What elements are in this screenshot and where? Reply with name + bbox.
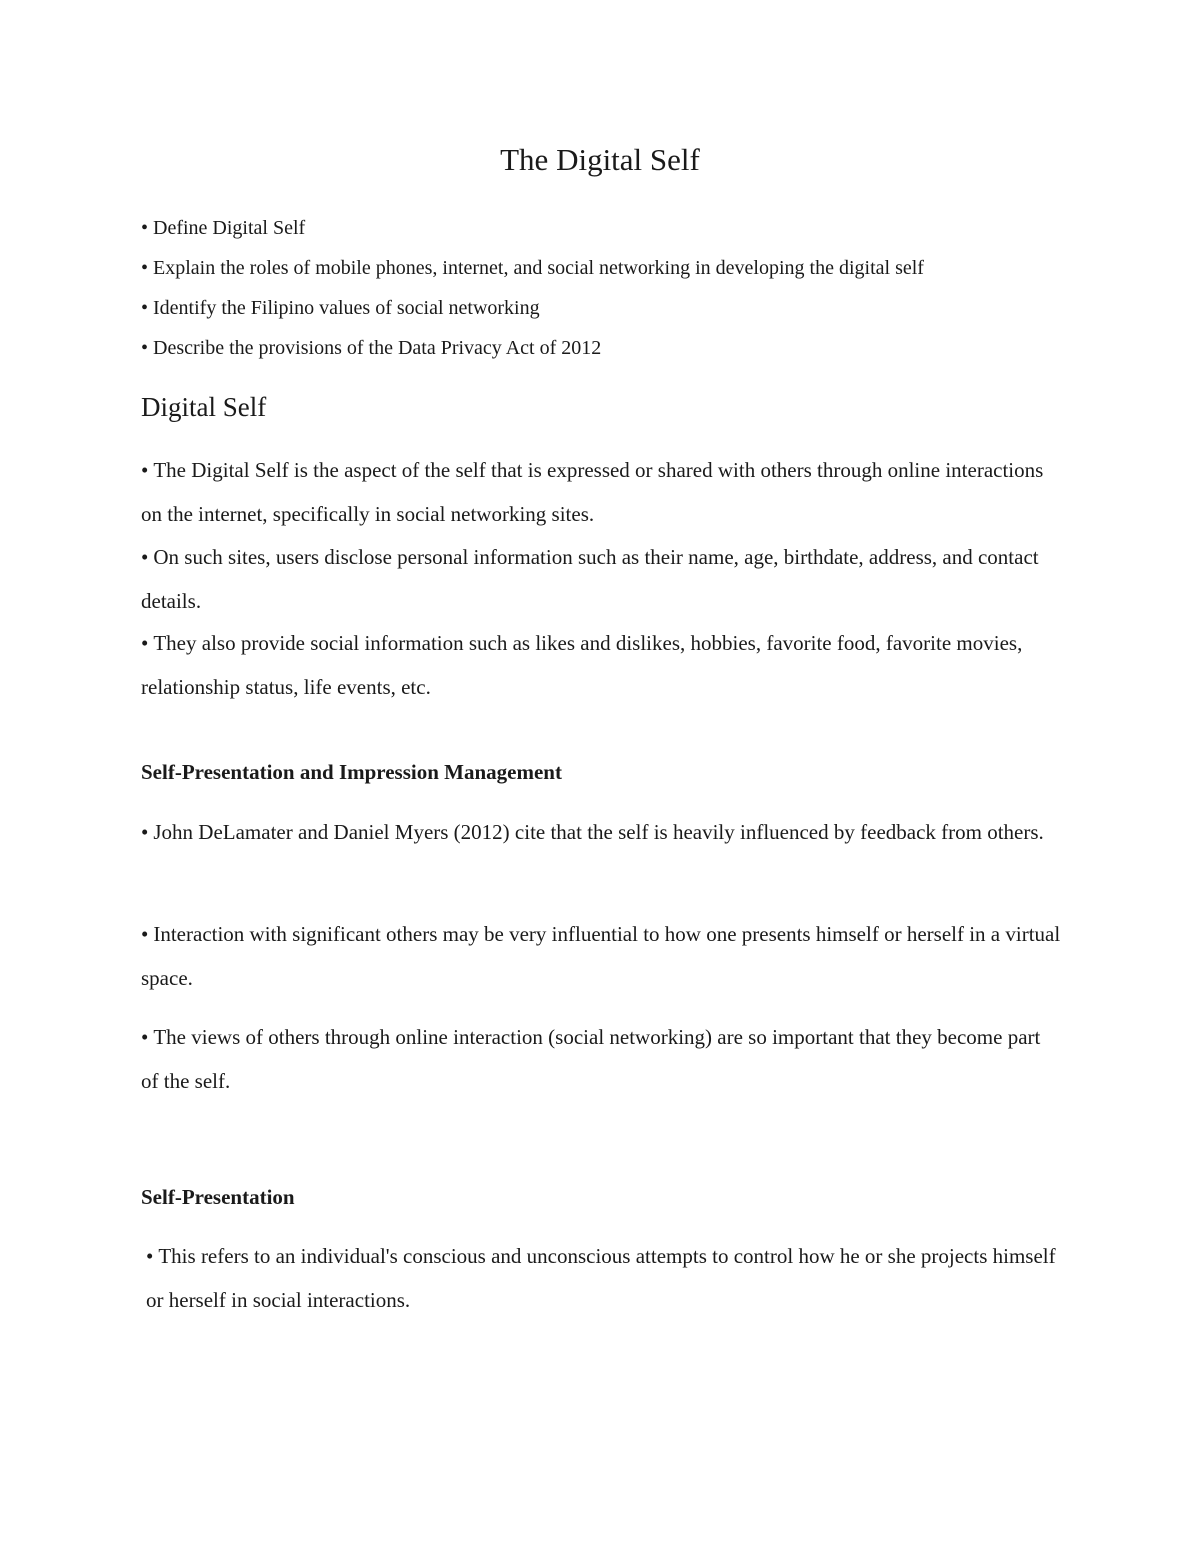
- bullet-icon: •: [141, 337, 149, 359]
- objective-item: • Identify the Filipino values of social networking: [141, 294, 540, 322]
- paragraph: • This refers to an individual's conscious and unconscious attempts to control how he or she projects himself or herself in social interactions.: [146, 1234, 1066, 1322]
- section-heading-impression-management: Self-Presentation and Impression Management: [141, 760, 562, 784]
- paragraph: • Interaction with significant others may be very influential to how one presents himself or herself in a virtual space.: [141, 912, 1061, 1000]
- bullet-icon: •: [141, 922, 149, 946]
- document-title: The Digital Self: [500, 142, 700, 177]
- section-heading-self-presentation: Self-Presentation: [141, 1185, 295, 1209]
- bullet-icon: •: [141, 217, 149, 239]
- bullet-icon: •: [141, 1025, 149, 1049]
- objective-item: • Describe the provisions of the Data Privacy Act of 2012: [141, 334, 601, 362]
- bullet-icon: •: [141, 257, 149, 279]
- bullet-icon: •: [141, 545, 149, 569]
- bullet-icon: •: [141, 631, 149, 655]
- objective-item: • Define Digital Self: [141, 214, 305, 242]
- objective-item: • Explain the roles of mobile phones, internet, and social networking in developing the digital self: [141, 254, 924, 282]
- paragraph: • On such sites, users disclose personal information such as their name, age, birthdate, address, and contact details.: [141, 535, 1061, 623]
- bullet-icon: •: [141, 458, 149, 482]
- paragraph: • The Digital Self is the aspect of the self that is expressed or shared with others through online interactions on the internet, specifically in social networking sites.: [141, 448, 1061, 536]
- paragraph: • John DeLamater and Daniel Myers (2012) cite that the self is heavily influenced by feedback from others.: [141, 810, 1061, 854]
- bullet-icon: •: [141, 820, 149, 844]
- paragraph: • They also provide social information such as likes and dislikes, hobbies, favorite food, favorite movies, relationship status, life events, etc.: [141, 621, 1061, 709]
- bullet-icon: •: [141, 297, 149, 319]
- bullet-icon: •: [146, 1244, 154, 1268]
- paragraph: • The views of others through online interaction (social networking) are so important that they become part of the self.: [141, 1015, 1061, 1103]
- section-heading-digital-self: Digital Self: [141, 392, 267, 422]
